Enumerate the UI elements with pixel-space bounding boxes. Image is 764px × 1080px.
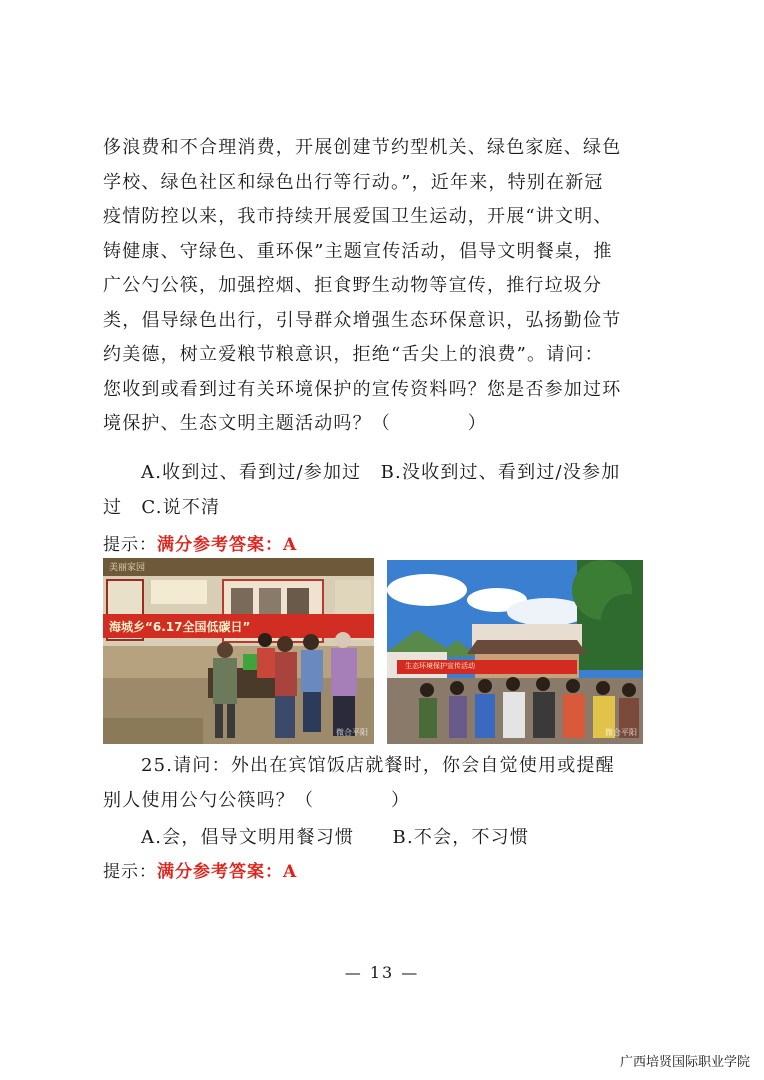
q25-options (103, 821, 663, 856)
question-line: 别人使用公勺公筷吗？（ ） (103, 789, 411, 811)
paragraph-line: 境保护、生态文明主题活动吗？（ ） (103, 413, 487, 434)
q25-question (103, 749, 663, 818)
page-number: — 13 — (344, 963, 420, 982)
photo-left-banner: 海城乡“6.17全国低碳日” (109, 620, 251, 634)
photo-left (103, 558, 374, 744)
paragraph-line: 类，倡导绿色出行，引导群众增强生态环保意识，弘扬勤俭节 (103, 309, 622, 331)
hint-line (103, 860, 297, 884)
hint-line (103, 533, 297, 557)
photo-left-watermark: 微合平阳 (336, 728, 368, 737)
q24-paragraph (103, 131, 663, 442)
option-line: A.收到过、看到过/参加过 B.没收到过、看到过/没参加 (141, 462, 621, 483)
paragraph-line: 铸健康、守绿色、重环保”主题宣传活动，倡导文明餐桌，推 (103, 240, 613, 262)
photo-right (387, 560, 643, 744)
hint-label: 提示： (103, 862, 157, 882)
q24-options (103, 456, 663, 525)
question-line: 25.请问：外出在宾馆饭店就餐时，你会自觉使用或提醒 (141, 755, 615, 776)
photo-right-watermark: 微合平阳 (605, 728, 637, 737)
photo-left-image (103, 558, 374, 744)
option-line: A.会，倡导文明用餐习惯 B.不会，不习惯 (141, 827, 530, 848)
paragraph-line: 约美德，树立爱粮节粮意识，拒绝“舌尖上的浪费”。请问： (103, 344, 604, 365)
hint-answer: 满分参考答案：A (157, 535, 298, 555)
photo-left-sign: 美丽家园 (109, 563, 146, 573)
paragraph-line: 侈浪费和不合理消费，开展创建节约型机关、绿色家庭、绿色 (103, 137, 622, 158)
hint-label: 提示： (103, 535, 157, 555)
paragraph-line: 广公勺公筷，加强控烟、拒食野生动物等宣传，推行垃圾分 (103, 275, 603, 296)
photo-right-image (387, 560, 643, 744)
option-line: 过 C.说不清 (103, 496, 221, 518)
photo-right-banner: 生态环境保护宣传活动 (405, 662, 475, 670)
paragraph-line: 学校、绿色社区和绿色出行等行动。”，近年来，特别在新冠 (103, 171, 604, 193)
hint-answer: 满分参考答案：A (157, 862, 298, 882)
footer-institution: 广西培贤国际职业学院 (619, 1055, 750, 1070)
paragraph-line: 您收到或看到过有关环境保护的宣传资料吗？您是否参加过环 (103, 378, 622, 400)
paragraph-line: 疫情防控以来，我市持续开展爱国卫生运动，开展“讲文明、 (103, 206, 613, 227)
